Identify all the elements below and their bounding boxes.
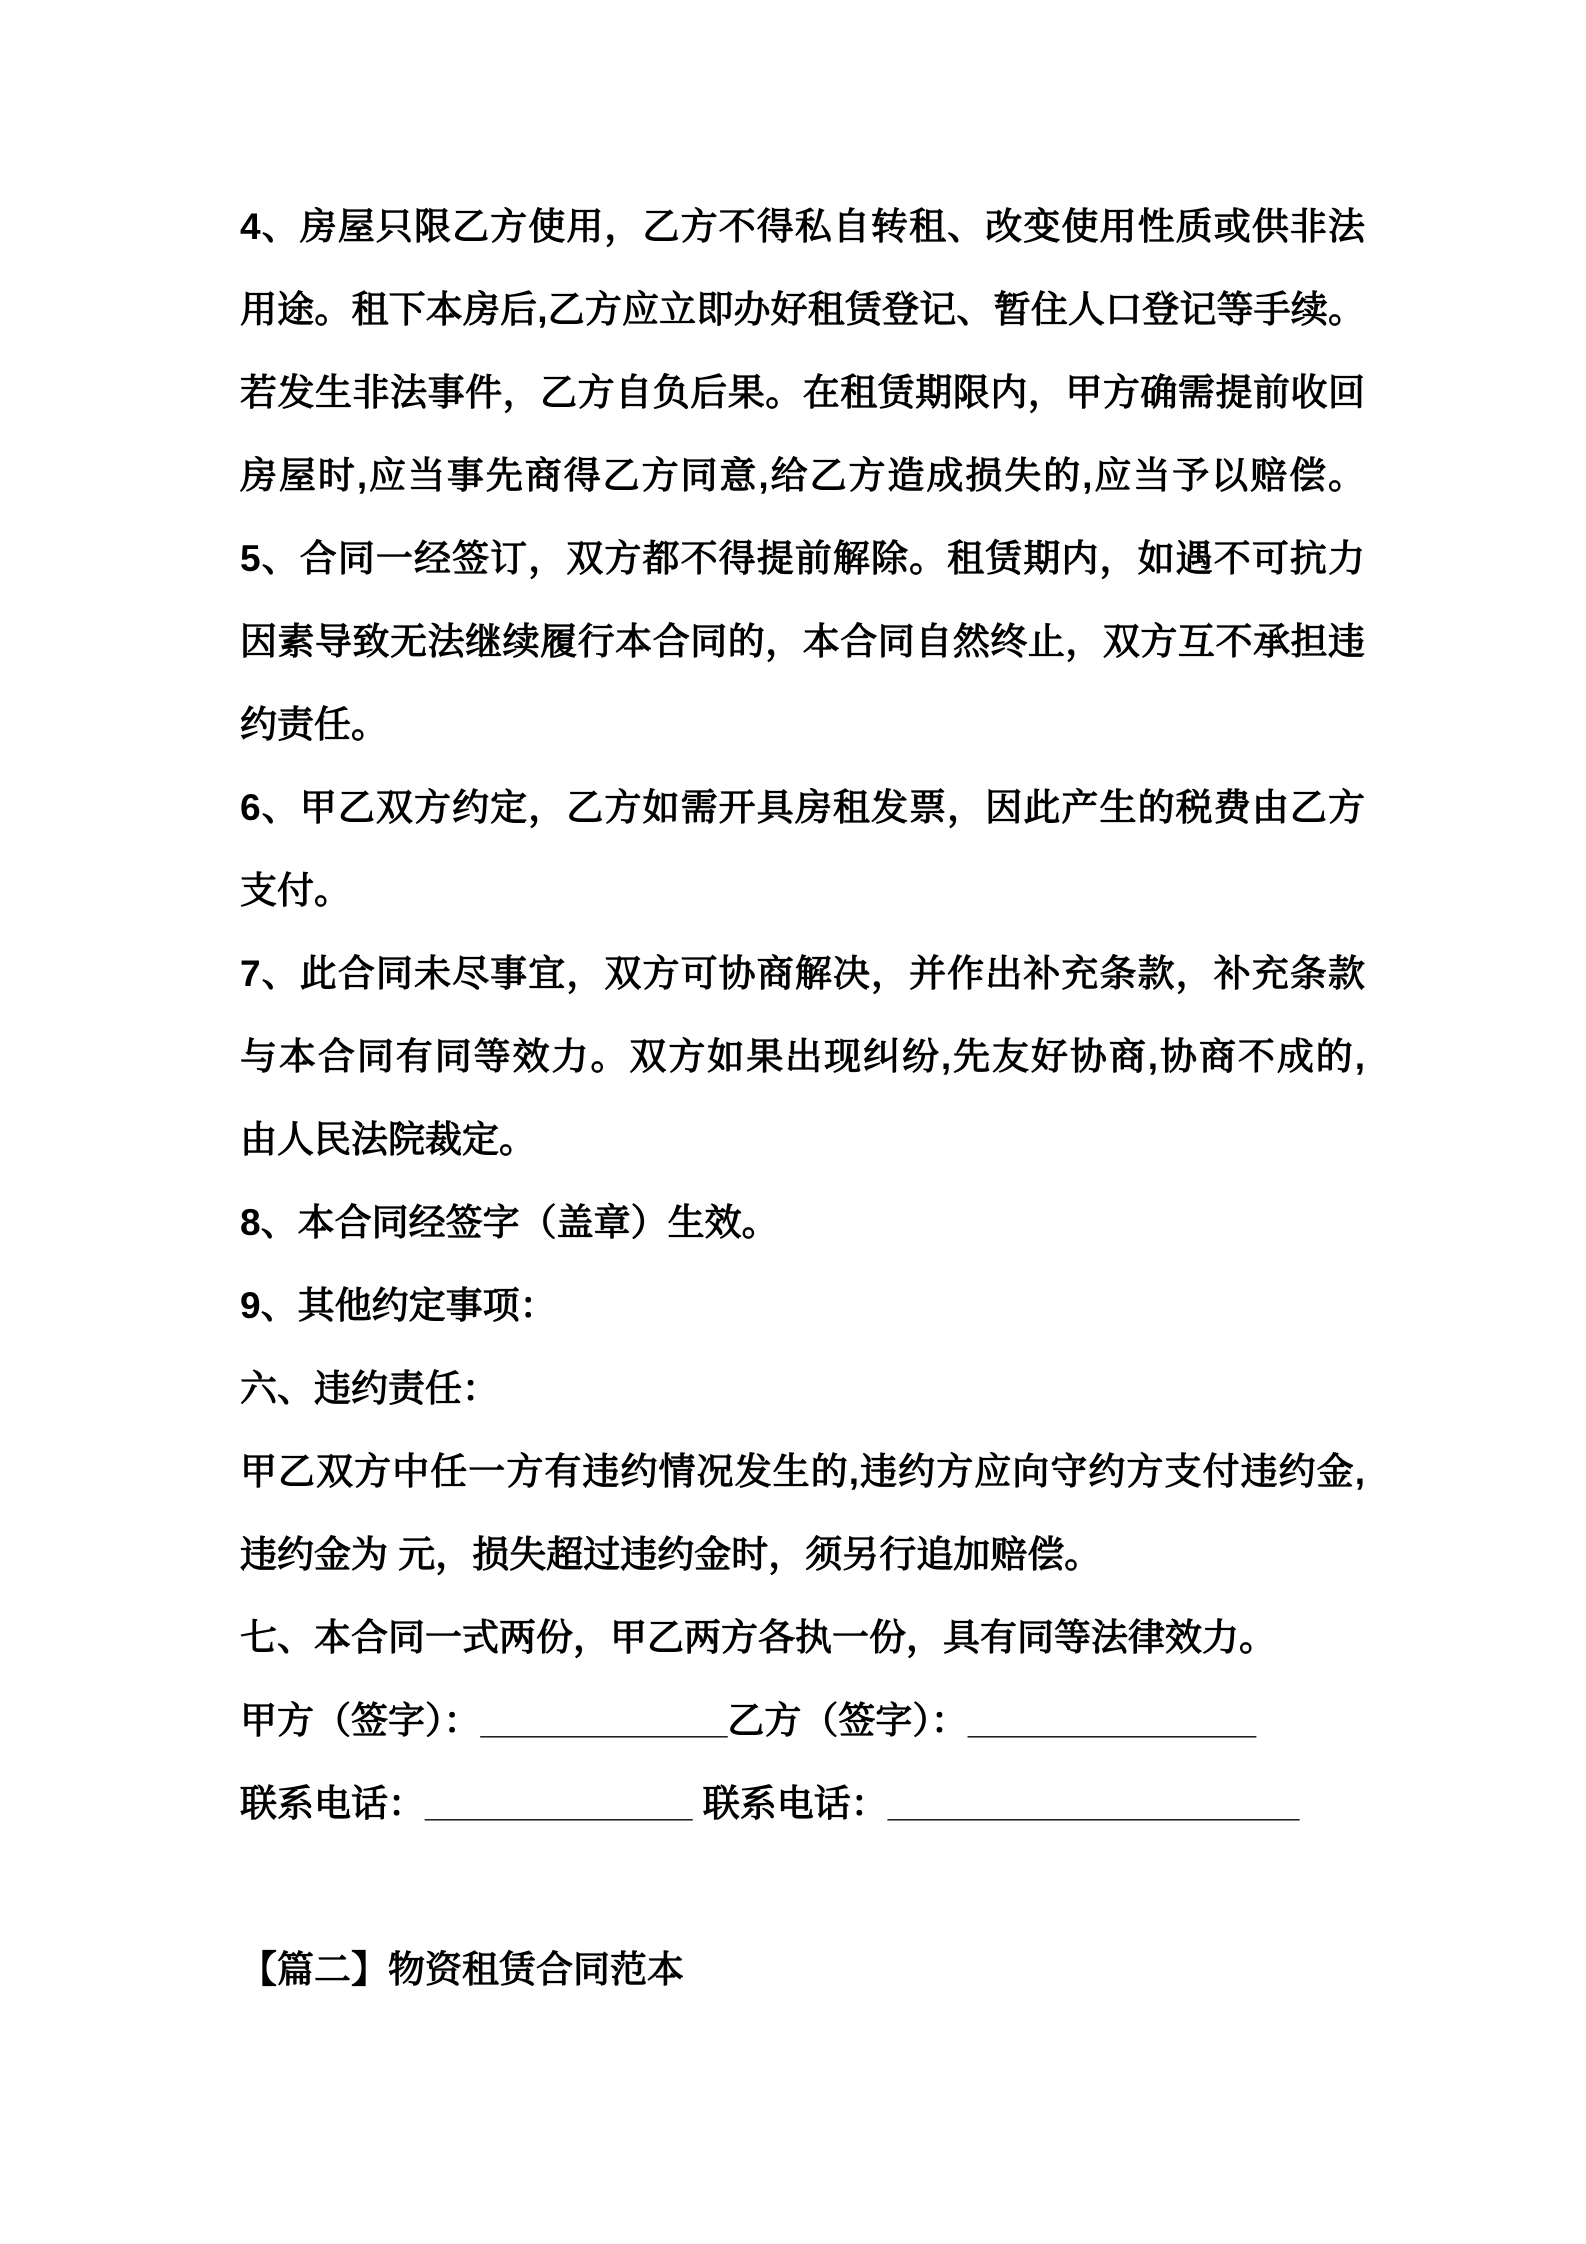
- contract-line: 支付。: [240, 870, 351, 911]
- signature-line: 甲方（签字）：____________乙方（签字）：______________: [240, 1700, 1257, 1741]
- contract-line: 若发生非法事件，乙方自负后果。在租赁期限内，甲方确需提前收回: [240, 372, 1365, 413]
- contract-body: [240, 185, 1365, 2011]
- contract-line: 甲乙双方中任一方有违约情况发生的,违约方应向守约方支付违约金,: [240, 1451, 1365, 1492]
- contract-line: 8、本合同经签字（盖章）生效。: [240, 1202, 779, 1243]
- contract-line: 9、其他约定事项：: [240, 1285, 557, 1326]
- contract-line: 与本合同有同等效力。双方如果出现纠纷,先友好协商,协商不成的,: [240, 1036, 1365, 1077]
- contract-line: 七、本合同一式两份，甲乙两方各执一份，具有同等法律效力。: [240, 1617, 1276, 1658]
- contract-line: 用途。租下本房后,乙方应立即办好租赁登记、暂住人口登记等手续。: [240, 289, 1365, 330]
- contract-line: 5、合同一经签订，双方都不得提前解除。租赁期内，如遇不可抗力: [240, 538, 1365, 579]
- contract-line: 6、甲乙双方约定，乙方如需开具房租发票，因此产生的税费由乙方: [240, 787, 1365, 828]
- phone-line: 联系电话：_____________ 联系电话：____________________: [240, 1783, 1300, 1824]
- contract-line: 7、此合同未尽事宜，双方可协商解决，并作出补充条款，补充条款: [240, 953, 1365, 994]
- section-heading: 【篇二】物资租赁合同范本: [240, 1949, 684, 1990]
- contract-line: 房屋时,应当事先商得乙方同意,给乙方造成损失的,应当予以赔偿。: [240, 455, 1365, 496]
- contract-line: 违约金为 元，损失超过违约金时，须另行追加赔偿。: [240, 1534, 1102, 1575]
- contract-line: 4、房屋只限乙方使用，乙方不得私自转租、改变使用性质或供非法: [240, 206, 1365, 247]
- contract-line: 由人民法院裁定。: [240, 1119, 536, 1160]
- contract-line: 六、违约责任：: [240, 1368, 499, 1409]
- contract-line: 因素导致无法继续履行本合同的，本合同自然终止，双方互不承担违: [240, 621, 1365, 662]
- contract-line: 约责任。: [240, 704, 388, 745]
